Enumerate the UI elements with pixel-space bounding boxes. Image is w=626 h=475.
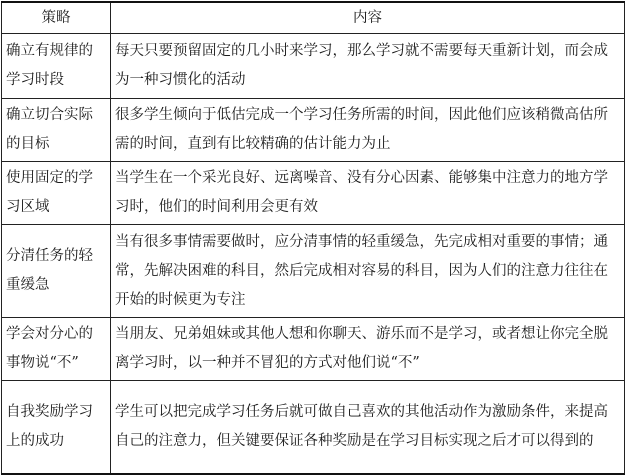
strategy-cell: 使用固定的学习区域 bbox=[2, 162, 111, 225]
table-header-row bbox=[2, 2, 625, 34]
content-cell: 学生可以把完成学习任务后就可做自己喜欢的其他活动作为激励条件，来提高自己的注意力，但关键要保证各种奖励是在学习目标实现之后才可以得到的 bbox=[111, 381, 625, 475]
strategy-cell: 分清任务的轻重缓急 bbox=[2, 225, 111, 318]
header-strategy: 策略 bbox=[2, 2, 111, 34]
content-cell: 当朋友、兄弟姐妹或其他人想和你聊天、游乐而不是学习，或者想让你完全脱离学习时，以一种并不冒犯的方式对他们说“不” bbox=[111, 318, 625, 381]
strategy-table bbox=[1, 1, 625, 475]
table-row bbox=[2, 318, 625, 381]
table-row bbox=[2, 162, 625, 225]
content-cell: 很多学生倾向于低估完成一个学习任务所需的时间，因此他们应该稍微高估所需的时间，直到有比较精确的估计能力为止 bbox=[111, 99, 625, 162]
strategy-cell: 确立有规律的学习时段 bbox=[2, 34, 111, 99]
strategy-cell: 确立切合实际的目标 bbox=[2, 99, 111, 162]
table-row bbox=[2, 99, 625, 162]
content-cell: 当有很多事情需要做时，应分清事情的轻重缓急，先完成相对重要的事情；通常，先解决困难的科目，然后完成相对容易的科目，因为人们的注意力往往在开始的时候更为专注 bbox=[111, 225, 625, 318]
table-row bbox=[2, 381, 625, 475]
table-row bbox=[2, 225, 625, 318]
strategy-cell: 学会对分心的事物说“不” bbox=[2, 318, 111, 381]
strategy-cell: 自我奖励学习上的成功 bbox=[2, 381, 111, 475]
header-content: 内容 bbox=[111, 2, 625, 34]
strategy-table-container bbox=[1, 1, 624, 475]
content-cell: 当学生在一个采光良好、远离噪音、没有分心因素、能够集中注意力的地方学习时，他们的时间利用会更有效 bbox=[111, 162, 625, 225]
content-cell: 每天只要预留固定的几小时来学习，那么学习就不需要每天重新计划，而会成为一种习惯化的活动 bbox=[111, 34, 625, 99]
table-row bbox=[2, 34, 625, 99]
